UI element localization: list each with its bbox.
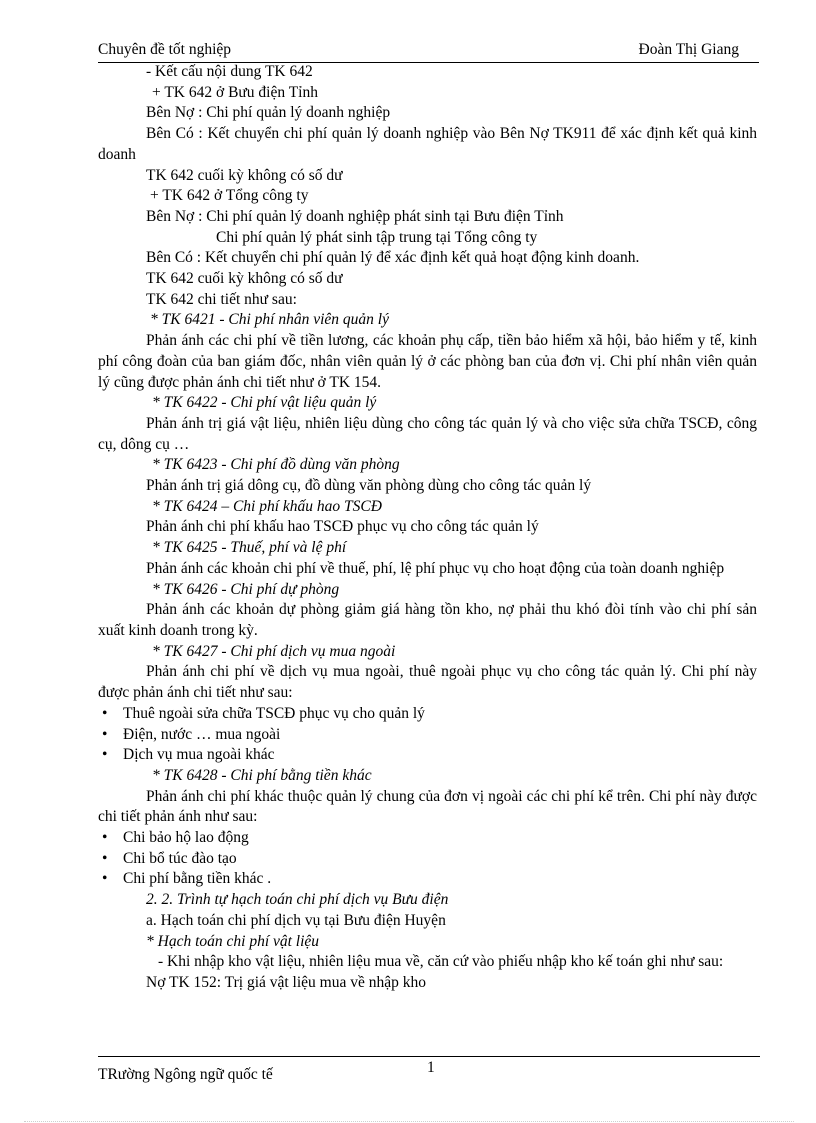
paragraph: Phản ánh các khoản dự phòng giảm giá hàng tồn kho, nợ phải thu khó đòi tính vào chi phí sản xuất kinh doanh trong kỳ.	[98, 601, 757, 639]
section-heading: * TK 6428 - Chi phí bằng tiền khác	[152, 766, 372, 784]
text-line: TK 642 chi tiết như sau:	[146, 290, 297, 308]
page-header	[98, 40, 759, 63]
page-number: 1	[427, 1059, 435, 1076]
footer-school: TRường Ngông ngữ quốc tế	[98, 1066, 273, 1083]
text-line: Chi phí quản lý phát sinh tập trung tại Tổng công ty	[216, 228, 538, 246]
paragraph: Phản ánh các khoản chi phí về thuế, phí, lệ phí phục vụ cho hoạt động của toàn doanh nghiệp	[146, 559, 725, 577]
section-heading: * TK 6422 - Chi phí vật liệu quản lý	[152, 394, 377, 412]
bullet-item: • Điện, nước … mua ngoài	[98, 725, 757, 746]
section-heading: * TK 6425 - Thuế, phí và lệ phí	[152, 539, 347, 557]
section-heading: * TK 6421 - Chi phí nhân viên quản lý	[150, 311, 389, 329]
bullet-item: • Dịch vụ mua ngoài khác	[98, 745, 757, 766]
bullet-item: • Chi bổ túc đào tạo	[98, 849, 757, 870]
text-line: Bên Có : Kết chuyển chi phí quản lý để xác định kết quả hoạt động kinh doanh.	[146, 249, 640, 267]
paragraph: Phản ánh các chi phí về tiền lương, các khoản phụ cấp, tiền bảo hiểm xã hội, bảo hiểm y tế, kinh phí công đoàn của ban giám đốc, nhân viên quản lý ở các phòng ban của đơn vị. Chi phí nhân viên quản lý cũng được phản ánh chi tiết như ở TK 154.	[98, 332, 757, 391]
document-body	[98, 62, 757, 994]
paragraph: Phản ánh chi phí về dịch vụ mua ngoài, thuê ngoài phục vụ cho công tác quản lý. Chi phí này được phản ánh chi tiết như sau:	[98, 663, 757, 702]
header-author: Đoàn Thị Giang	[638, 41, 739, 58]
page-edge	[24, 1121, 794, 1122]
bullet-item: • Thuê ngoài sửa chữa TSCĐ phục vụ cho quản lý	[98, 704, 757, 725]
text-line: Bên Nợ : Chi phí quản lý doanh nghiệp phát sinh tại Bưu điện Tỉnh	[146, 207, 564, 225]
header-title: Chuyên đề tốt nghiệp	[98, 41, 232, 58]
section-heading: * TK 6426 - Chi phí dự phòng	[152, 580, 340, 598]
paragraph: Phản ánh chi phí khác thuộc quản lý chung của đơn vị ngoài các chi phí kể trên. Chi phí này được chi tiết phản ánh như sau:	[98, 787, 757, 826]
section-heading: * TK 6427 - Chi phí dịch vụ mua ngoài	[152, 642, 396, 660]
text-line: + TK 642 ở Bưu điện Tỉnh	[152, 83, 318, 101]
paragraph: Phản ánh trị giá vật liệu, nhiên liệu dùng cho công tác quản lý và cho việc sửa chữa TSCĐ, công cụ, dông cụ …	[98, 414, 757, 453]
text-line: Bên Nợ : Chi phí quản lý doanh nghiệp	[146, 104, 391, 122]
paragraph: Phản ánh trị giá dông cụ, đồ dùng văn phòng dùng cho công tác quản lý	[146, 477, 592, 495]
text-line: TK 642 cuối kỳ không có số dư	[146, 166, 343, 184]
text-line: TK 642 cuối kỳ không có số dư	[146, 270, 343, 288]
text-line: Nợ TK 152: Trị giá vật liệu mua về nhập kho	[146, 973, 426, 991]
text-line: a. Hạch toán chi phí dịch vụ tại Bưu điện Huyện	[146, 911, 446, 929]
paragraph: - Khi nhập kho vật liệu, nhiên liệu mua về, căn cứ vào phiếu nhập kho kế toán ghi như sau:	[158, 953, 724, 971]
section-heading: 2. 2. Trình tự hạch toán chi phí dịch vụ Bưu điện	[146, 891, 449, 909]
paragraph: Phản ánh chi phí khấu hao TSCĐ phục vụ cho công tác quản lý	[146, 518, 539, 536]
section-heading: * Hạch toán chi phí vật liệu	[146, 932, 320, 950]
footer-divider	[98, 1056, 760, 1057]
section-heading: * TK 6424 – Chi phí khấu hao TSCĐ	[152, 497, 382, 515]
bullet-item: • Chi bảo hộ lao động	[98, 828, 757, 849]
text-line: + TK 642 ở Tổng công ty	[150, 187, 309, 205]
text-line: Bên Có : Kết chuyển chi phí quản lý doanh nghiệp vào Bên Nợ TK911 để xác định kết quả kinh doanh	[98, 125, 757, 163]
section-heading: * TK 6423 - Chi phí đồ dùng văn phòng	[152, 456, 400, 474]
bullet-item: • Chi phí bằng tiền khác .	[98, 869, 757, 890]
text-line: - Kết cấu nội dung TK 642	[146, 63, 313, 80]
